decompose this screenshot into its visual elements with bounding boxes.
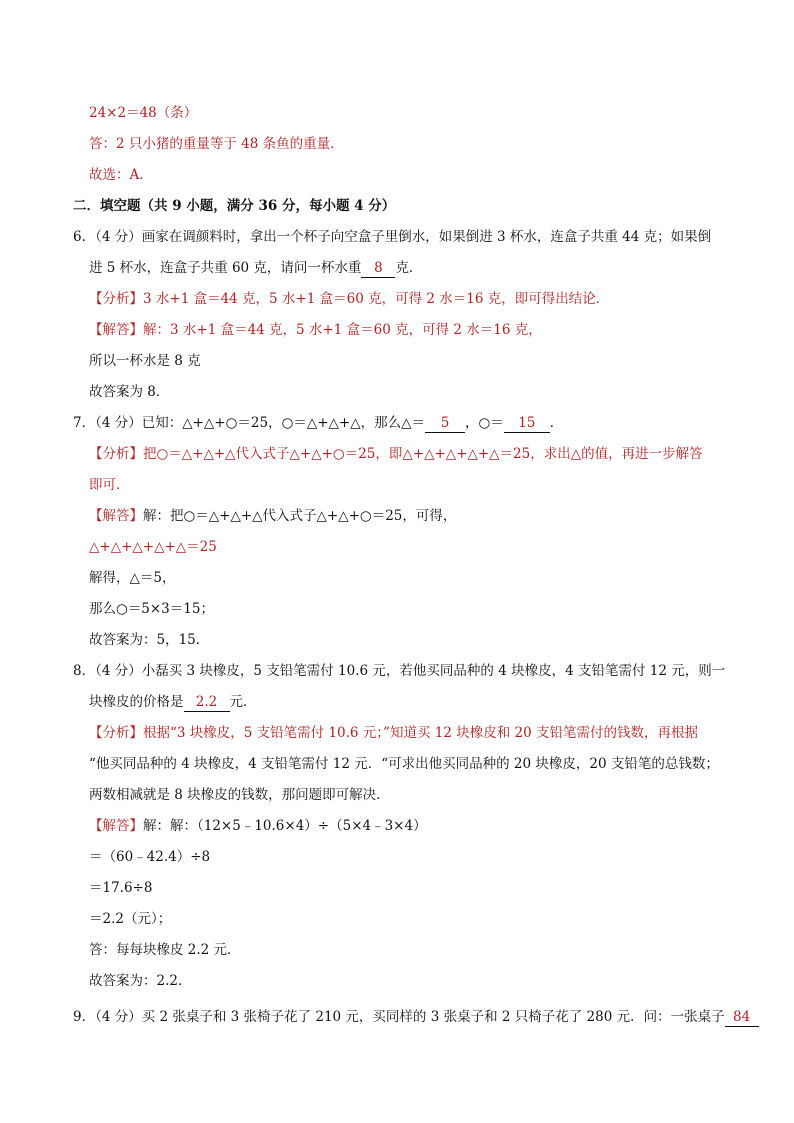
question-text-segment: ． (549, 415, 564, 431)
solution-text: 解：3 水+1 盒＝44 克，5 水+1 盒＝60 克，可得 2 水＝16 克， (143, 322, 542, 338)
analysis-text: 根据“3 块橡皮，5 支铅笔需付 10.6 元；”知道买 12 块橡皮和 20 支铅笔需付的钱数，再根据 (143, 725, 698, 741)
question-7-text (73, 414, 563, 433)
solution-text: 解：解：（12×5﹣10.6×4）÷（5×4﹣3×4） (143, 818, 427, 834)
solution-tag: 【解答】 (89, 322, 143, 338)
answer-blank: 8 (361, 259, 395, 278)
solution-line: ＝2.2（元）； (89, 911, 172, 927)
analysis-tag: 【分析】 (89, 725, 143, 741)
solution-line: 解得，△＝5， (89, 570, 176, 586)
analysis-tag: 【分析】 (89, 291, 143, 307)
analysis-text: 把○＝△+△+△代入式子△+△+○＝25，即△+△+△+△+△＝25，求出△的值，再进一步解答 (143, 446, 703, 462)
solution-line: △+△+△+△+△＝25 (89, 539, 217, 555)
question-6-text: 6．（4 分）画家在调颜料时，拿出一个杯子向空盒子里倒水，如果倒进 3 杯水，连盒子共重 44 克；如果倒 (73, 229, 712, 245)
answer-blank: 84 (725, 1008, 759, 1027)
analysis-line (89, 445, 703, 463)
question-text-segment: 块橡皮的价格是 (89, 694, 184, 710)
question-text-segment: 9．（4 分）买 2 张桌子和 3 张椅子花了 210 元，买同样的 3 张桌子和 2 只椅子花了 280 元．问：一张桌子 (73, 1009, 725, 1025)
solution-line (89, 321, 542, 339)
answer-line: 答：2 只小猪的重量等于 48 条鱼的重量． (89, 136, 344, 152)
question-9-text (73, 1008, 759, 1027)
analysis-line: 即可． (89, 477, 130, 493)
answer-blank: 5 (425, 414, 465, 433)
analysis-line (89, 724, 698, 742)
solution-line: 那么○＝5×3＝15； (89, 601, 214, 617)
solution-line: 所以一杯水是 8 克 (89, 353, 201, 369)
question-text-segment: 进 5 杯水，连盒子共重 60 克，请问一杯水重 (89, 260, 362, 276)
question-text-segment: 7．（4 分）已知：△+△+○＝25，○＝△+△+△，那么△＝ (73, 415, 425, 431)
solution-line (89, 817, 427, 835)
answer-blank: 15 (504, 414, 550, 433)
final-answer-line: 故答案为：2.2． (89, 973, 192, 989)
solution-line: 24×2＝48（条） (89, 105, 198, 121)
final-answer-line: 故答案为 8． (89, 384, 170, 400)
analysis-line: 两数相减就是 8 块橡皮的钱数，那问题即可解决． (89, 787, 390, 803)
solution-tag: 【解答】 (89, 508, 143, 524)
final-answer-line: 故答案为：5，15． (89, 632, 210, 648)
question-6-text-cont (89, 259, 422, 278)
analysis-text: 3 水+1 盒＝44 克，5 水+1 盒＝60 克，可得 2 水＝16 克，即可得出结论． (143, 291, 610, 307)
analysis-tag: 【分析】 (89, 446, 143, 462)
solution-text: 解：把○＝△+△+△代入式子△+△+○＝25，可得， (143, 508, 457, 524)
analysis-line: “他买同品种的 4 块橡皮，4 支铅笔需付 12 元．“可求出他买同品种的 20 块橡皮，20 支铅笔的总钱数； (89, 756, 719, 772)
choice-line: 故选：A． (89, 167, 153, 183)
section-heading: 二．填空题（共 9 小题，满分 36 分，每小题 4 分） (73, 198, 396, 214)
analysis-line (89, 290, 609, 308)
solution-line (89, 507, 456, 525)
solution-tag: 【解答】 (89, 818, 143, 834)
solution-line: ＝17.6÷8 (89, 880, 153, 896)
question-8-text-cont (89, 693, 257, 712)
question-text-segment: 克． (395, 260, 423, 276)
question-text-segment: 元． (229, 694, 257, 710)
solution-line: ＝（60﹣42.4）÷8 (89, 849, 211, 865)
question-8-text: 8．（4 分）小磊买 3 块橡皮，5 支铅笔需付 10.6 元，若他买同品种的 4 块橡皮，4 支铅笔需付 12 元，则一 (73, 663, 726, 679)
answer-line: 答：每每块橡皮 2.2 元． (89, 942, 241, 958)
question-text-segment: ，○＝ (465, 415, 504, 431)
answer-blank: 2.2 (184, 693, 230, 712)
